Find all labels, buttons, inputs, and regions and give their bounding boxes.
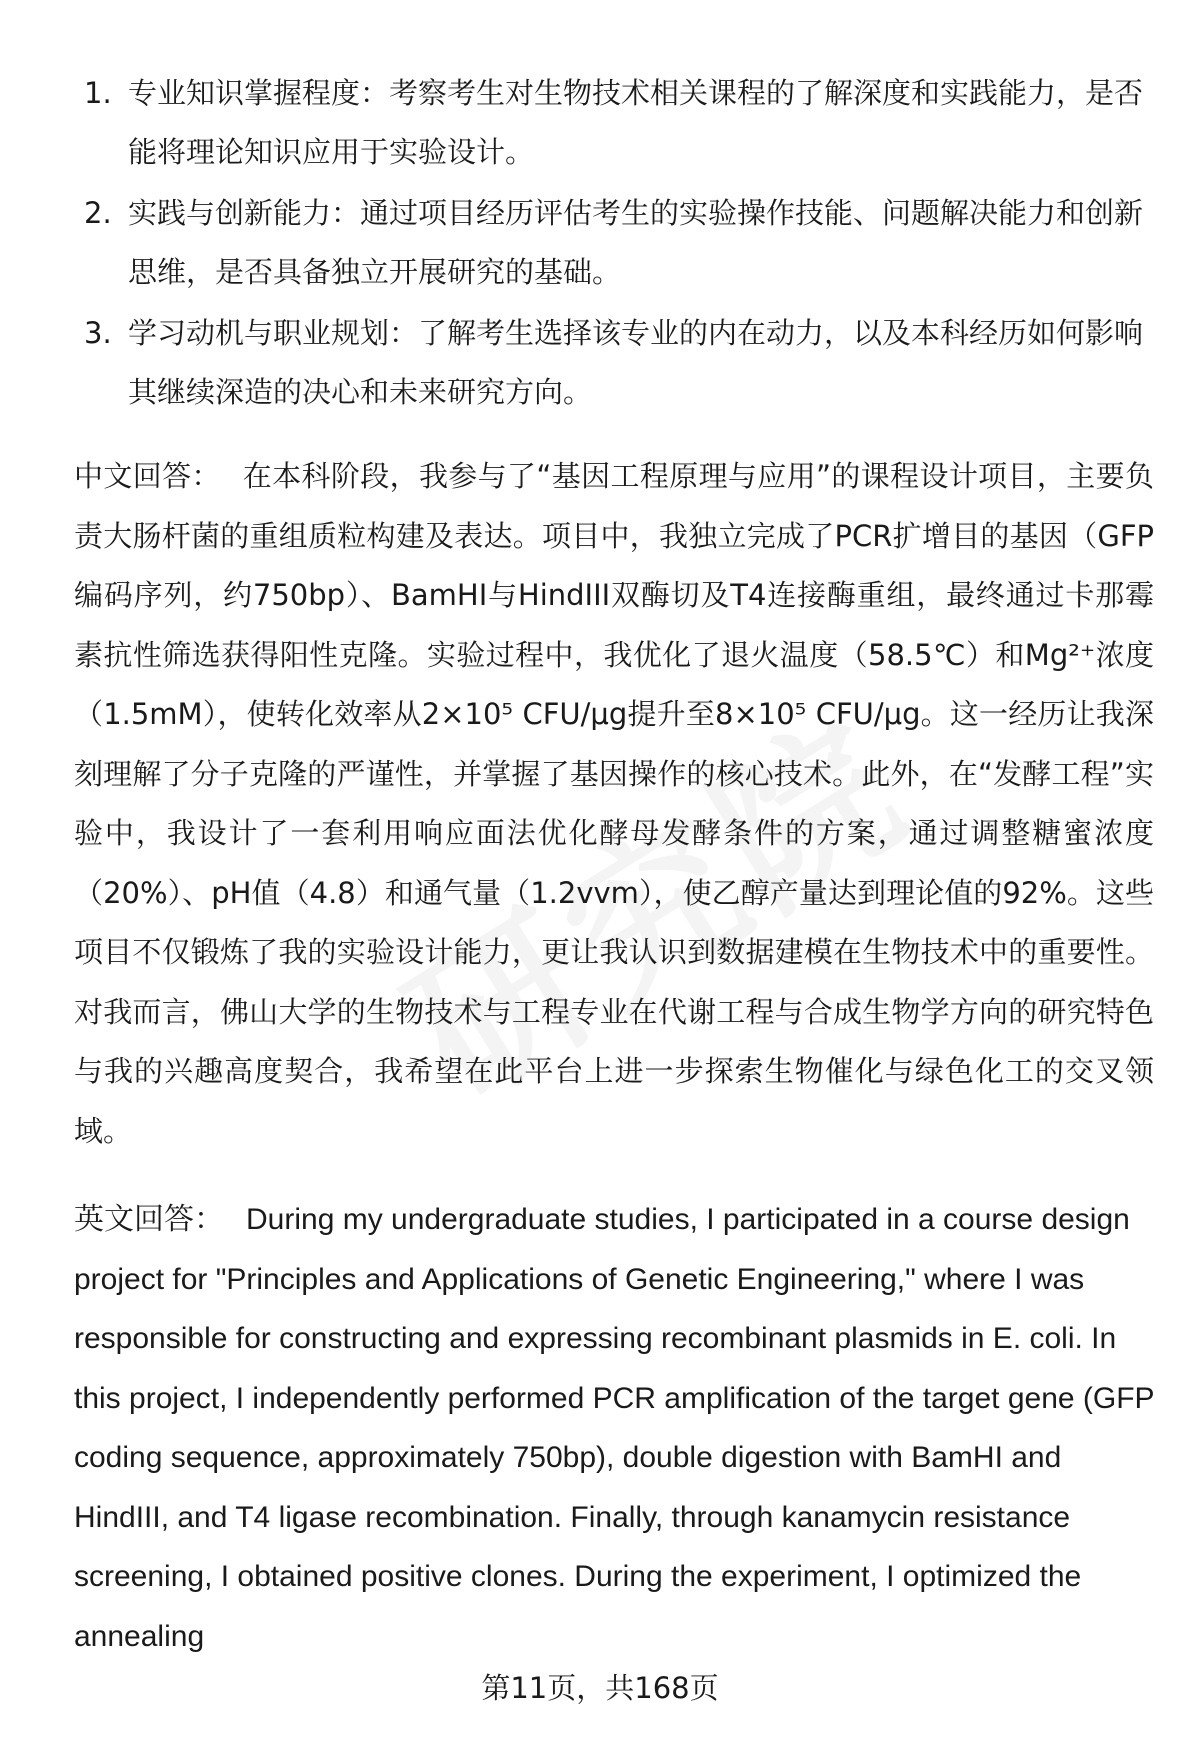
english-answer-paragraph — [74, 1190, 1154, 1666]
list-item — [74, 64, 1154, 182]
list-item-number: 1. — [84, 76, 112, 110]
list-item-text: 学习动机与职业规划：了解考生选择该专业的内在动力，以及本科经历如何影响其继续深造的决心和未来研究方向。 — [128, 316, 1144, 409]
english-answer-text: During my undergraduate studies, I participated in a course design project for "Principles and Applications of Genetic Engineering," where I was responsible for constructing and expressing recombinant plasmids in E. coli. In this project, I independently performed PCR amplification of the target gene (GFP coding sequence, approximately 750bp), double digestion with BamHI and HindIII, and T4 ligase recombination. Finally, through kanamycin resistance screening, I obtained positive clones. During the experiment, I optimized the annealing — [74, 1203, 1155, 1653]
criteria-list — [74, 64, 1154, 424]
english-answer-label: 英文回答： — [74, 1203, 224, 1236]
chinese-answer-text: 在本科阶段，我参与了“基因工程原理与应用”的课程设计项目，主要负责大肠杆菌的重组质粒构建及表达。项目中，我独立完成了PCR扩增目的基因（GFP编码序列，约750bp）、BamHI与HindIII双酶切及T4连接酶重组，最终通过卡那霉素抗性筛选获得阳性克隆。实验过程中，我优化了退火温度（58.5℃）和Mg²⁺浓度（1.5mM），使转化效率从2×10⁵ CFU/μg提升至8×10⁵ CFU/μg。这一经历让我深刻理解了分子克隆的严谨性，并掌握了基因操作的核心技术。此外，在“发酵工程”实验中，我设计了一套利用响应面法优化酵母发酵条件的方案，通过调整糖蜜浓度（20%）、pH值（4.8）和通气量（1.2vvm），使乙醇产量达到理论值的92%。这些项目不仅锻炼了我的实验设计能力，更让我认识到数据建模在生物技术中的重要性。对我而言，佛山大学的生物技术与工程专业在代谢工程与合成生物学方向的研究特色与我的兴趣高度契合，我希望在此平台上进一步探索生物催化与绿色化工的交叉领域。 — [74, 459, 1154, 1148]
page-number-footer: 第11页，共168页 — [481, 1671, 719, 1705]
chinese-answer-paragraph — [74, 447, 1154, 1161]
list-item-text: 专业知识掌握程度：考察考生对生物技术相关课程的了解深度和实践能力，是否能将理论知识应用于实验设计。 — [128, 76, 1144, 169]
list-item — [74, 304, 1154, 422]
list-item-number: 2. — [84, 196, 112, 230]
list-item-text: 实践与创新能力：通过项目经历评估考生的实验操作技能、问题解决能力和创新思维，是否具备独立开展研究的基础。 — [128, 196, 1144, 289]
chinese-answer-label: 中文回答： — [74, 459, 221, 493]
list-item — [74, 184, 1154, 302]
list-item-number: 3. — [84, 316, 112, 350]
